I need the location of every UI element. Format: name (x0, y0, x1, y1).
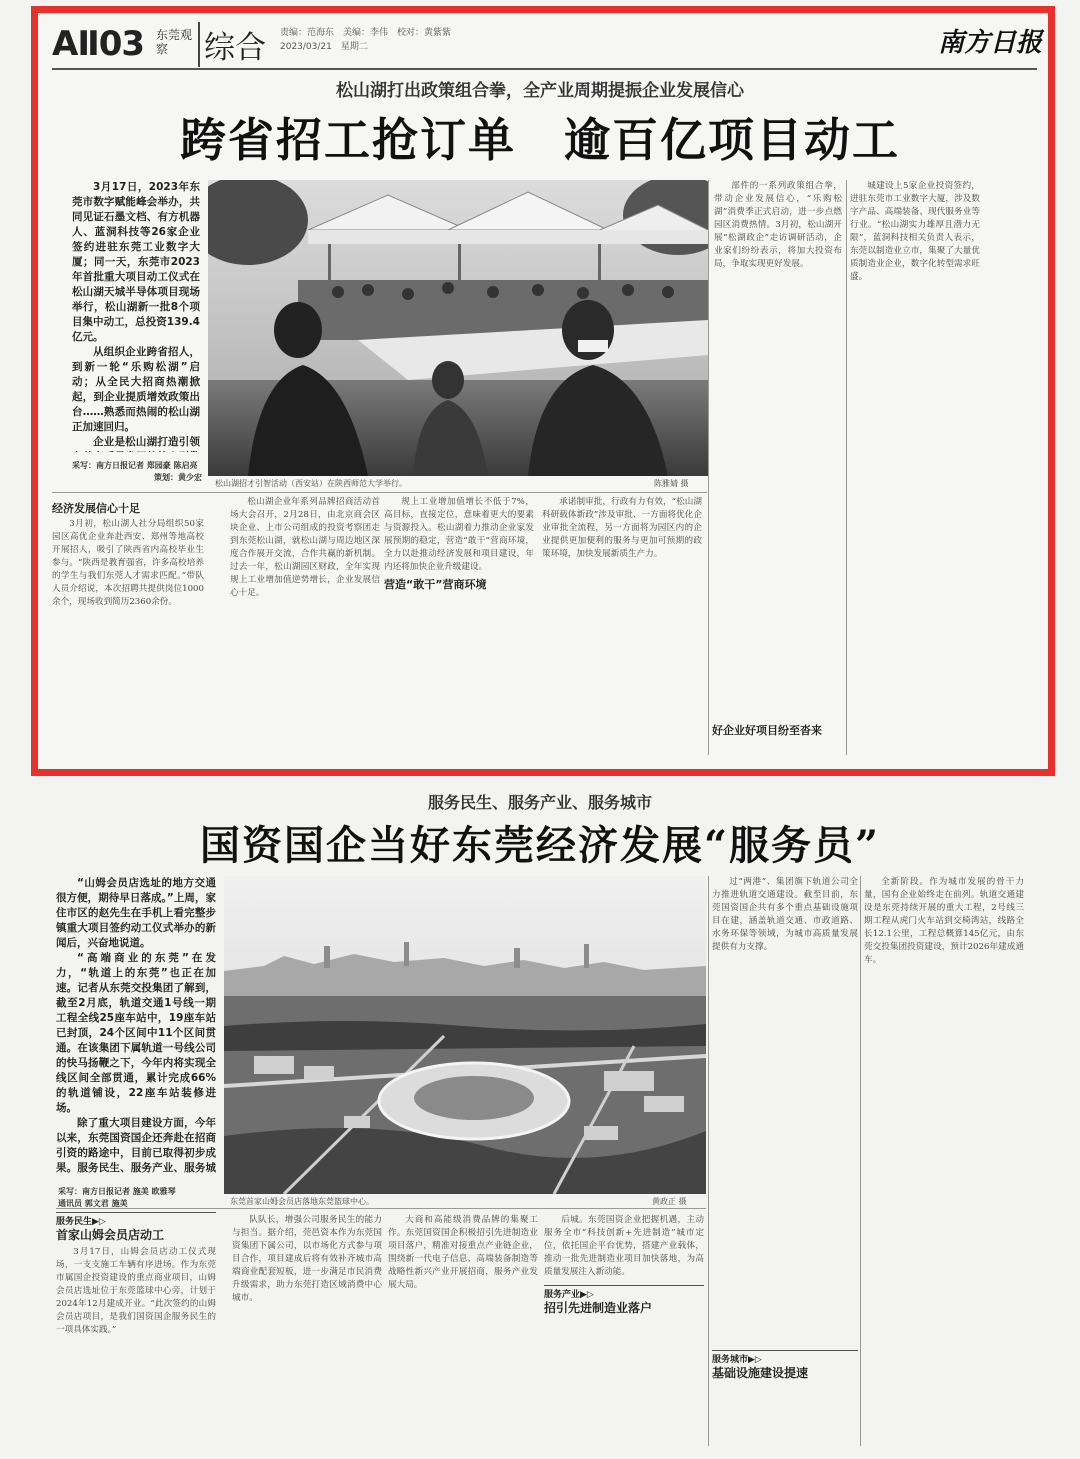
body-paragraph: 规上工业增加值增长不低于7%，高目标，直接定位，意味着更大的要素与资源投入。松山湖着力推动企业家发展预期的稳定，营造“敢干”营商环境，全力以赴推动经济发展和项目建设，年内还将加快企业升级建设。 (384, 497, 534, 572)
article2-column (712, 876, 858, 1346)
byline-reporters: 采写：南方日报记者 郑园豪 陈启亮 (72, 461, 198, 470)
body-paragraph: 城建设上5家企业投资签约，进驻东莞市工业数字大厦，涉及数字产品、高端装备、现代服务业等行业。“松山湖实力雄厚且潜力无限”，蓝洞科技相关负责人表示，东莞以制造业立市，集聚了大量优质制造业企业，数字化转型需求旺盛。 (850, 181, 980, 282)
column-rule (846, 180, 847, 755)
article2-column (56, 1212, 216, 1452)
body-paragraph: 后城。东莞国资企业把握机遇，主动服务全市“科技创新+先进制造”城市定位，依托国企平台优势，搭建产业载体，推动一批先进制造业项目加快落地，为高质量发展注入新动能。 (544, 1215, 704, 1277)
article2-kicker: 服务民生、服务产业、服务城市 (427, 793, 652, 812)
issue-date: 2023/03/21 星期二 (280, 42, 368, 52)
body-paragraph: 队队长，增强公司服务民生的能力与担当。据介绍，莞邑资本作为东莞国资集团下属公司，以市场化方式参与项目合作，项目建成后将有效补齐城市高端商业配套短板，进一步满足市民消费升级需求，助力东莞打造区域消费中心城市。 (232, 1215, 382, 1303)
page-number: AⅡ03 (52, 24, 145, 64)
article1-headline: 跨省招工抢订单 逾百亿项目动工 (180, 113, 900, 167)
section-tag: 服务民生▶▷ (56, 1212, 216, 1229)
masthead-rule (52, 68, 1037, 70)
masthead (52, 22, 1042, 68)
subheading: 好企业好项目纷至沓来 (712, 724, 822, 737)
article1-kicker: 松山湖打出政策组合拳，全产业周期提振企业发展信心 (336, 81, 744, 101)
body-paragraph: 3月17日，山姆会员店动工仪式现场，一支支施工车辆有序进场。作为东莞市属国企投资建设的重点商业项目，山姆会员店选址位于东莞篮球中心旁，计划于2024年12月建成开业。“此次签约的山姆会员店项目，是我们国资国企服务民生的一项具体实践。” (56, 1247, 216, 1335)
article2-photo-credit: 黄政正 摄 (652, 1197, 687, 1206)
article2-column (544, 1214, 704, 1452)
editor-credits (280, 26, 451, 54)
section-tag: 服务产业▶▷ (544, 1285, 704, 1302)
subheading: 营造“敢干”营商环境 (384, 578, 487, 591)
article2-column (232, 1214, 382, 1452)
section-tag: 服务城市▶▷ (712, 1350, 858, 1367)
article2-photo (224, 876, 706, 1194)
lead-paragraph: 除了重大项目建设方面，今年以来，东莞国资国企还奔赴在招商引资的路途中，目前已取得初步成果。服务民生、服务产业、服务城 (56, 1117, 216, 1174)
article1-column (230, 496, 380, 760)
lead-paragraph: “山姆会员店选址的地方交通很方便，期待早日落成。”上周，家住市区的赵先生在手机上看完整步镇重大项目签约动工仪式举办的新闻后，兴奋地说道。 (56, 877, 216, 949)
article1-byline (72, 460, 202, 484)
body-paragraph: 全新阶段。作为城市发展的骨干力量，国有企业始终走在前列。轨道交通建设是东莞持续开展的重大工程，2号线三期工程从虎门火车站到交椅湾站，线路全长12.1公里，工程总概算145亿元，由东莞交投集团投资建设，预计2026年建成通车。 (864, 877, 1024, 965)
article2-lead (56, 876, 216, 1176)
article1-column (850, 180, 980, 760)
body-paragraph: 部件的一系列政策组合拳，带动企业发展信心，“乐购松湖”消费季正式启动，进一步点燃园区消费热情。3月初，松山湖开展“松湖政企”走访调研活动，企业家们纷纷表示，将加大投资布局，争取实现更好发展。 (714, 181, 842, 269)
article1-column (712, 720, 852, 750)
region-label: 东莞观察 (156, 28, 193, 56)
article1-column (542, 496, 702, 760)
column-rule (708, 876, 709, 1446)
body-paragraph: 过“两港”、集团旗下轨道公司全力推进轨道交通建设。截至目前，东莞国资国企共有多个重点基础设施项目在建，涵盖轨道交通、市政道路、水务环保等领域，为城市高质量发展提供有力支撑。 (712, 877, 858, 952)
article1-photo (208, 180, 708, 476)
job-fair-photo (208, 180, 708, 476)
newspaper-logo: 南方日报 (937, 28, 1042, 58)
section-subtitle: 基础设施建设提速 (712, 1366, 809, 1380)
body-paragraph: 承诺制审批，行政有力有效，“松山湖科研载体新政”涉及审批、一方面将优化企业审批全流程，另一方面将为园区内的企业提供更加便利的服务与更加可预期的政策环境，加快发展新质生产力。 (542, 497, 702, 559)
article1-photo-credit: 陈雅婧 摄 (654, 479, 689, 488)
article1-photo-caption: 松山湖招才引智活动（西安站）在陕西师范大学举行。 (215, 479, 407, 488)
column-rule (860, 876, 861, 1446)
body-paragraph: 3月初，松山湖人社分局组织50家园区高优企业奔赴西安、郑州等地高校开展招人，吸引了陕西省内高校毕业生参与。“陕西是教育强省，许多高校培养的学生与我们东莞人才需求匹配。”带队人员介绍说，本次招聘共提供岗位1000余个，现场收到简历2360余份。 (52, 519, 204, 607)
article2-column (712, 1350, 858, 1450)
article1-column (384, 496, 534, 760)
article1-column (52, 498, 204, 760)
row-rule (52, 492, 707, 493)
aerial-city-photo (224, 876, 706, 1194)
article2-headline: 国资国企当好东莞经济发展“服务员” (199, 822, 880, 869)
editor-credits-line: 责编：范海东 美编：李伟 校对：黄紫紫 (280, 28, 452, 38)
article1-column (714, 180, 842, 760)
byline-planner: 策划：黄少宏 (154, 473, 202, 482)
body-paragraph: 大商和高能级消费品牌的集聚工作。东莞国资国企积极招引先进制造业项目落户，精准对接重点产业链企业，围绕新一代电子信息、高端装备制造等战略性新兴产业开展招商，服务产业发展大局。 (388, 1215, 538, 1290)
byline-reporters: 采写：南方日报记者 施美 欧雅琴 (58, 1187, 176, 1196)
body-paragraph: 松山湖企业年系列品牌招商活动首场大会召开，2月28日，由北京商会区块企业、上市公司组成的投资考察团走到东莞松山湖，就松山湖与周边地区深度合作展开交流，合作共赢的新机制。过去一年，松山湖园区财政，全年实现规上工业增加值逆势增长，企业发展信心十足。 (230, 497, 380, 598)
lead-paragraph: 从组织企业跨省招人，到新一轮“乐购松湖”启动；从全民大招商热潮掀起，到企业提质增效政策出台……熟悉而热闹的松山湖正加速回归。 (72, 346, 200, 433)
lead-paragraph: 3月17日，2023年东莞市数字赋能峰会举办，共同见证石墨文档、有方机器人、蓝洞科技等26家企业签约进驻东莞工业数字大厦；同一天，东莞市2023年首批重大项目动工仪式在松山湖天城半导体项目现场举行，松山湖新一批8个项目集中动工，总投资139.4亿元。 (72, 181, 200, 343)
article2-photo-caption: 东莞首家山姆会员店落地东莞篮球中心。 (230, 1197, 374, 1206)
article2-column (864, 876, 1024, 1446)
column-rule (708, 180, 709, 755)
section-title: 综合 (198, 22, 266, 67)
subheading: 经济发展信心十足 (52, 502, 140, 515)
section-subtitle: 首家山姆会员店动工 (56, 1228, 165, 1242)
row-rule (56, 1208, 706, 1209)
byline-correspondents: 通讯员 郭文君 施美 (58, 1199, 128, 1208)
section-subtitle: 招引先进制造业落户 (544, 1301, 653, 1315)
lead-paragraph: 企业是松山湖打造引领 (93, 436, 200, 448)
article1-lead (72, 180, 200, 452)
lead-paragraph: “高端商业的东莞”在发力，“轨道上的东莞”也正在加速。记者从东莞交投集团了解到，截至2月底，轨道交通1号线一期工程全线25座车站中，19座车站已封顶，24个区间中11个区间贯通。在该集团下属轨道一号线公司的快马扬鞭之下，今年内将实现全线区间全部贯通，累计完成66%的轨道铺设，22座车站装修进场。 (56, 952, 216, 1114)
article2-byline (58, 1186, 218, 1210)
article2-column (388, 1214, 538, 1452)
